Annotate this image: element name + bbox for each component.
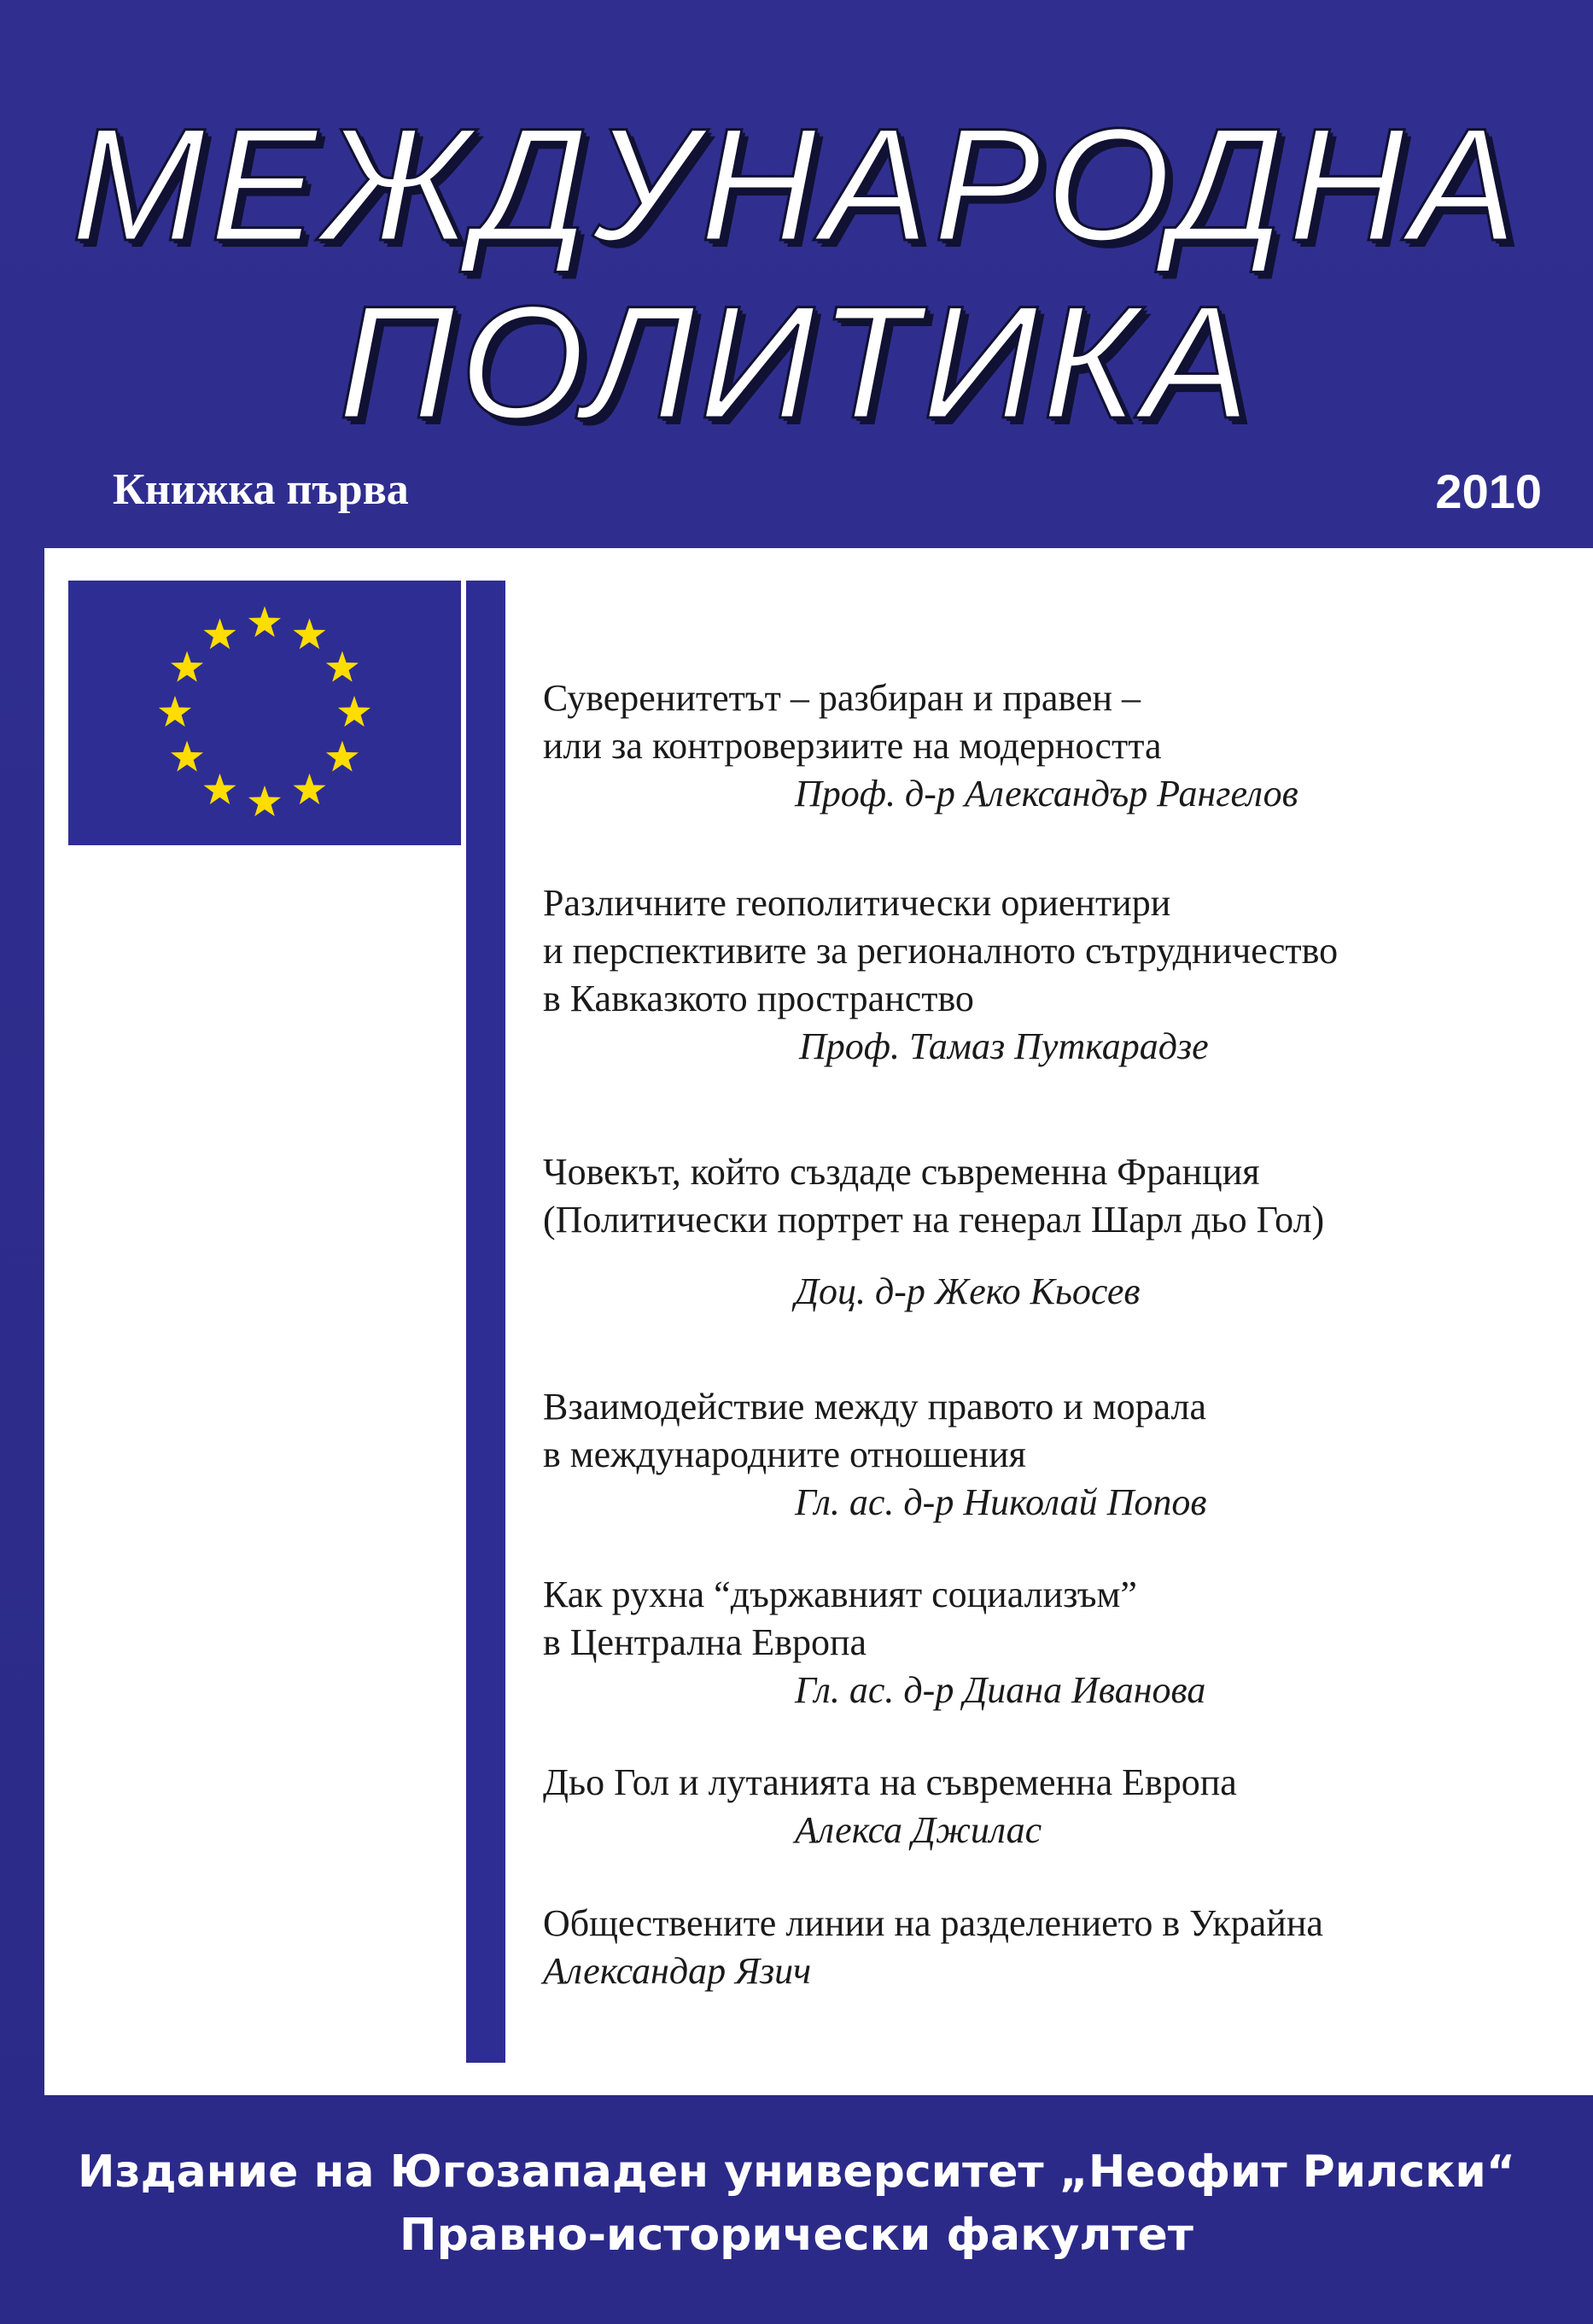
article-title-line: Различните геополитически ориентири — [543, 882, 1171, 924]
article-entry — [543, 1148, 1550, 1316]
article-author: Проф. Тамаз Путкарадзе — [799, 1025, 1209, 1067]
star-icon — [248, 606, 281, 637]
journal-title-line-1: МЕЖДУНАРОДНА — [71, 95, 1522, 274]
star-icon — [293, 774, 325, 804]
article-title-line: Взаимодействие между правото и морала — [543, 1386, 1207, 1428]
article-title-line: Дьо Гол и лутанията на съвременна Европа — [543, 1761, 1237, 1803]
article-author: Алекса Джилас — [795, 1809, 1042, 1851]
eu-stars-icon — [68, 581, 461, 845]
article-entry — [543, 1383, 1550, 1527]
article-author: Гл. ас. д-р Николай Попов — [795, 1481, 1207, 1523]
article-title-line: или за контроверзиите на модерността — [543, 725, 1162, 767]
article-author: Доц. д-р Жеко Кьосев — [795, 1270, 1141, 1312]
star-icon — [171, 651, 203, 682]
article-author: Проф. д-р Александър Рангелов — [795, 773, 1298, 815]
issue-label: Книжка първа — [113, 465, 409, 514]
issue-year: 2010 — [1435, 464, 1542, 518]
article-author: Александар Язич — [543, 1950, 812, 1992]
star-icon — [293, 618, 325, 649]
faculty-line: Правно-исторически факултет — [400, 2210, 1193, 2261]
star-icon — [203, 774, 236, 804]
journal-title-line-2: ПОЛИТИКА — [338, 272, 1255, 452]
article-entry — [543, 1900, 1550, 1995]
article-title-line: в Централна Европа — [543, 1621, 867, 1663]
article-title-line: в международните отношения — [543, 1434, 1026, 1475]
article-title-line: Обществените линии на разделението в Украйна — [543, 1902, 1323, 1944]
star-icon — [248, 785, 281, 816]
decorative-vertical-bar — [466, 581, 505, 2063]
article-entry — [543, 879, 1550, 1071]
article-title-line: Човекът, който създаде съвременна Франция — [543, 1151, 1260, 1193]
article-title-line: в Кавказкото пространство — [543, 978, 974, 1019]
article-entry — [543, 1571, 1550, 1714]
star-icon — [326, 651, 359, 682]
article-title-line: (Политически портрет на генерал Шарл дьо Гол) — [543, 1199, 1325, 1241]
article-entry — [543, 674, 1550, 818]
article-title-line: Как рухна “държавният социализъм” — [543, 1574, 1137, 1615]
star-icon — [338, 696, 371, 727]
star-icon — [326, 741, 359, 772]
article-author: Гл. ас. д-р Диана Иванова — [795, 1669, 1206, 1711]
article-title-line: и перспективите за регионалното сътрудничество — [543, 930, 1339, 972]
publisher-line: Издание на Югозападен университет „Неофит Рилски“ — [77, 2146, 1516, 2198]
eu-flag-icon — [68, 581, 461, 845]
star-icon — [171, 741, 203, 772]
article-entry — [543, 1759, 1550, 1854]
article-title-line: Суверенитетът – разбиран и правен – — [543, 677, 1141, 719]
star-icon — [203, 618, 236, 649]
star-icon — [159, 696, 191, 727]
